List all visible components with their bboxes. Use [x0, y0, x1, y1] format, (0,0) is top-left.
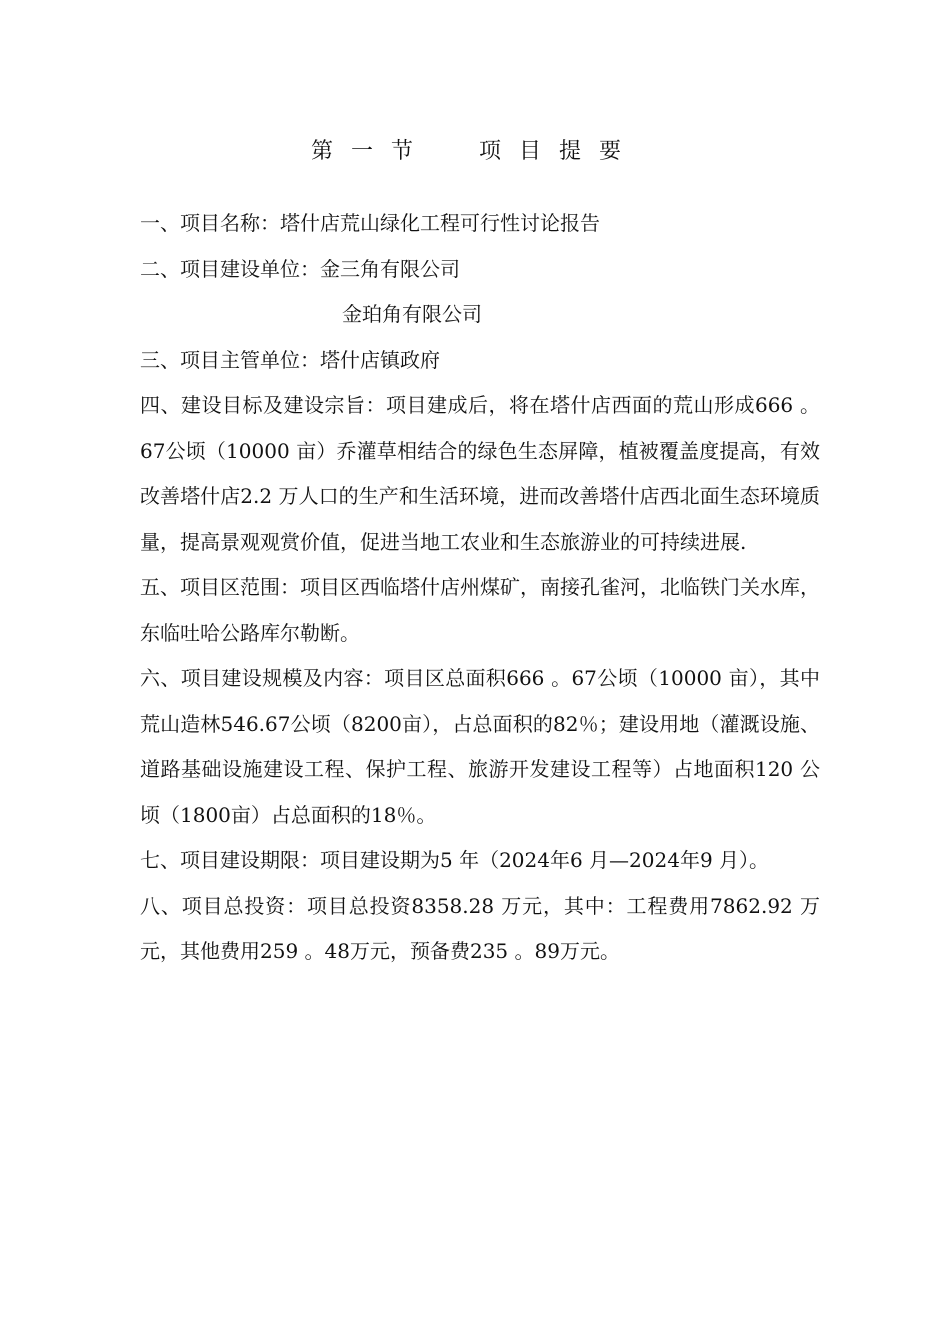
paragraph-investment: 八、项目总投资：项目总投资8358.28 万元，其中：工程费用7862.92 万元，其他费用259 。48万元，预备费235 。89万元。 [140, 893, 820, 963]
paragraph-period: 七、项目建设期限：项目建设期为5 年（2024年6 月—2024年9 月）。 [140, 848, 770, 872]
paragraph-project-name: 一、项目名称：塔什店荒山绿化工程可行性讨论报告 [140, 211, 600, 235]
paragraph-scope: 五、项目区范围：项目区西临塔什店州煤矿，南接孔雀河，北临铁门关水库，东临吐哈公路库尔勒断。 [140, 575, 820, 645]
paragraph-supervising-unit: 三、项目主管单位：塔什店镇政府 [140, 347, 440, 372]
section-title-text: 项目提要 [479, 139, 640, 164]
document-body [140, 201, 820, 975]
paragraph-construction-unit-second: 金珀角有限公司 [342, 302, 482, 326]
paragraph-goals: 四、建设目标及建设宗旨：项目建成后，将在塔什店西面的荒山形成666 。67公顷（10000 亩）乔灌草相结合的绿色生态屏障，植被覆盖度提高，有效改善塔什店2.2 万人口的生产和生活环境，进而改善塔什店西北面生态环境质量，提高景观观赏价值，促进当地工农业和生态旅游业的可持续进展. [140, 393, 820, 554]
paragraph-scale: 六、项目建设规模及内容：项目区总面积666 。67公顷（10000 亩），其中荒山造林546.67公顷（8200亩），占总面积的82％；建设用地（灌溉设施、道路基础设施建设工程、保护工程、旅游开发建设工程等）占地面积120 公顷（1800亩）占总面积的18％。 [140, 666, 820, 827]
section-title-number: 第一节 [310, 139, 431, 164]
section-title [0, 136, 950, 168]
paragraph-construction-unit: 二、项目建设单位：金三角有限公司 [140, 256, 460, 281]
